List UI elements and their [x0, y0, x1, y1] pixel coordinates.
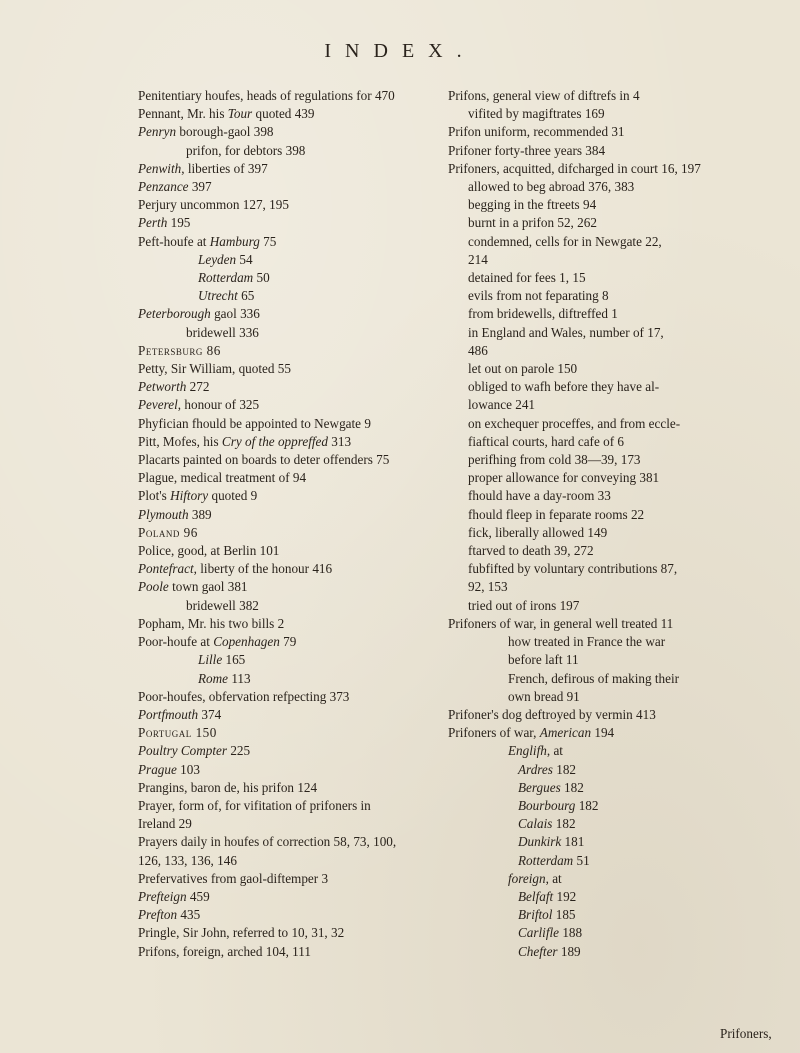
- index-entry: in England and Wales, number of 17,: [468, 324, 664, 340]
- index-entry: Phyfician fhould be appointed to Newgate 9: [138, 415, 371, 431]
- index-entry: Prifoner's dog deftroyed by vermin 413: [448, 706, 656, 722]
- index-entry: Perth 195: [138, 215, 191, 231]
- index-entry: French, defirous of making their: [508, 670, 680, 686]
- index-entry: 486: [468, 342, 488, 358]
- index-entry: Prifons, foreign, arched 104, 111: [138, 943, 311, 959]
- index-entry: Police, good, at Berlin 101: [138, 543, 280, 559]
- index-entry: allowed to beg abroad 376, 383: [468, 179, 635, 195]
- index-entry: proper allowance for conveying 381: [468, 470, 660, 486]
- index-entry: how treated in France the war: [508, 634, 666, 650]
- catchword: Prifoners,: [720, 1026, 772, 1041]
- index-entry: bridewell 336: [186, 324, 259, 340]
- index-entry: prifon, for debtors 398: [186, 142, 306, 158]
- index-entry: Prague 103: [138, 761, 200, 777]
- index-entry: Popham, Mr. his two bills 2: [138, 615, 285, 631]
- index-entry: Englifh, at: [508, 743, 563, 759]
- index-entry: Penitentiary houfes, heads of regulations for 470: [138, 88, 395, 103]
- index-entry: Leyden 54: [198, 251, 253, 267]
- index-entry: Plymouth 389: [138, 506, 212, 522]
- index-entry: ftarved to death 39, 272: [468, 543, 594, 559]
- index-entry: Lille 165: [198, 652, 246, 668]
- index-entry: obliged to wafh before they have al-: [468, 379, 660, 395]
- right-column: [448, 87, 793, 961]
- index-entry: Prefervatives from gaol-diftemper 3: [138, 870, 329, 886]
- index-entry: Dunkirk 181: [518, 834, 585, 850]
- index-entry: Carlifle 188: [518, 925, 583, 941]
- index-entry: 92, 153: [468, 579, 508, 595]
- index-entry: foreign, at: [508, 870, 562, 886]
- left-column: [138, 87, 473, 961]
- index-entry: Peterborough gaol 336: [138, 306, 260, 322]
- index-entry: Prifons, general view of diftrefs in 4: [448, 88, 640, 103]
- index-entry: Penwith, liberties of 397: [138, 160, 268, 176]
- index-entry: tried out of irons 197: [468, 597, 580, 613]
- index-entry: Calais 182: [518, 816, 576, 832]
- index-entry: Rotterdam 50: [198, 270, 270, 286]
- index-entry: Peft-houfe at Hamburg 75: [138, 233, 277, 249]
- index-entry: Bergues 182: [518, 779, 584, 795]
- index-entry: Utrecht 65: [198, 288, 255, 304]
- index-entry: fiaftical courts, hard cafe of 6: [468, 433, 624, 449]
- index-entry: Poor-houfe at Copenhagen 79: [138, 634, 297, 650]
- index-entry: condemned, cells for in Newgate 22,: [468, 233, 662, 249]
- index-entry: Petworth 272: [138, 379, 210, 395]
- index-entry: fick, liberally allowed 149: [468, 524, 608, 540]
- index-entry: Prayers daily in houfes of correction 58, 73, 100,: [138, 834, 397, 850]
- index-entry: bridewell 382: [186, 597, 259, 613]
- index-entry: Pringle, Sir John, referred to 10, 31, 32: [138, 925, 345, 941]
- index-entry: Peverel, honour of 325: [138, 397, 260, 413]
- index-entry: vifited by magiftrates 169: [468, 106, 605, 122]
- index-entry: Petty, Sir William, quoted 55: [138, 361, 291, 377]
- index-entry: Prifon uniform, recommended 31: [448, 124, 625, 140]
- index-entry: Pontefract, liberty of the honour 416: [138, 561, 333, 577]
- index-entry: Petersburg 86: [138, 342, 221, 358]
- index-entry: Portugal 150: [138, 725, 217, 741]
- index-entry: 214: [468, 251, 488, 267]
- index-entry: burnt in a prifon 52, 262: [468, 215, 597, 231]
- index-entry: Placarts painted on boards to deter offenders 75: [138, 452, 390, 468]
- index-entry: Chefter 189: [518, 943, 581, 959]
- index-entry: evils from not feparating 8: [468, 288, 609, 304]
- index-entry: Prefteign 459: [138, 888, 210, 904]
- index-entry: detained for fees 1, 15: [468, 270, 586, 286]
- index-entry: perifhing from cold 38—39, 173: [468, 452, 641, 468]
- index-entry: Penryn borough-gaol 398: [138, 124, 274, 140]
- index-entry: Pitt, Mofes, his Cry of the oppreffed 313: [138, 433, 352, 449]
- index-entry: Ardres 182: [518, 761, 576, 777]
- index-entry: Belfaft 192: [518, 888, 577, 904]
- index-entry: Portfmouth 374: [138, 706, 222, 722]
- index-entry: begging in the ftreets 94: [468, 197, 597, 213]
- index-entry: Bourbourg 182: [518, 797, 599, 813]
- index-entry: before laft 11: [508, 652, 579, 668]
- index-entry: lowance 241: [468, 397, 536, 413]
- index-entry: Poole town gaol 381: [138, 579, 248, 595]
- page-header: INDEX.: [324, 40, 476, 62]
- index-entry: 126, 133, 136, 146: [138, 852, 237, 868]
- index-entry: Prifoners of war, American 194: [448, 725, 615, 741]
- index-entry: Rotterdam 51: [518, 852, 590, 868]
- index-entry: fubfifted by voluntary contributions 87,: [468, 561, 678, 577]
- index-entry: from bridewells, diftreffed 1: [468, 306, 618, 322]
- index-entry: Pennant, Mr. his Tour quoted 439: [138, 106, 315, 122]
- index-entry: Poor-houfes, obfervation refpecting 373: [138, 688, 350, 704]
- index-entry: Plague, medical treatment of 94: [138, 470, 307, 486]
- index-entry: fhould have a day-room 33: [468, 488, 611, 504]
- index-entry: on exchequer proceffes, and from eccle-: [468, 415, 681, 431]
- index-entry: Briftol 185: [518, 907, 576, 923]
- index-entry: Poultry Compter 225: [138, 743, 251, 759]
- index-entry: let out on parole 150: [468, 361, 578, 377]
- index-entry: Penzance 397: [138, 179, 212, 195]
- index-entry: Prifoners, acquitted, difcharged in court 16, 197: [448, 160, 701, 176]
- index-entry: Prayer, form of, for vifitation of prifoners in: [138, 797, 371, 813]
- index-entry: Plot's Hiftory quoted 9: [138, 488, 258, 504]
- index-entry: Prefton 435: [138, 907, 201, 923]
- index-entry: Prifoners of war, in general well treated 11: [448, 615, 674, 631]
- index-entry: Prifoner forty-three years 384: [448, 142, 606, 158]
- index-entry: Perjury uncommon 127, 195: [138, 197, 289, 213]
- index-entry: fhould fleep in feparate rooms 22: [468, 506, 645, 522]
- index-entry: Ireland 29: [138, 816, 192, 832]
- index-entry: own bread 91: [508, 688, 580, 704]
- index-entry: Poland 96: [138, 524, 198, 540]
- index-entry: Rome 113: [198, 670, 251, 686]
- index-entry: Prangins, baron de, his prifon 124: [138, 779, 318, 795]
